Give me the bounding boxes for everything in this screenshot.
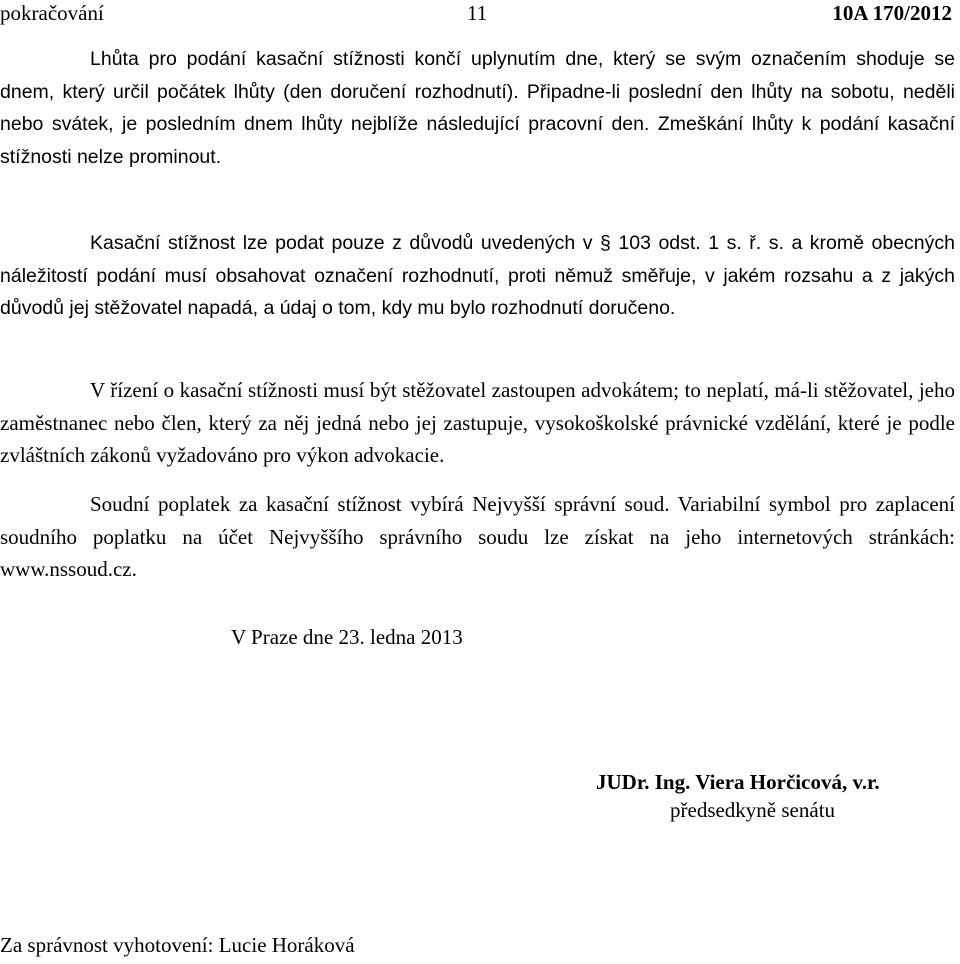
date-line: V Praze dne 23. ledna 2013 (231, 625, 463, 649)
page-number: 11 (467, 1, 488, 25)
paragraph-representation: V řízení o kasační stížnosti musí být stěžovatel zastoupen advokátem; to neplatí, má-li stěžovatel, jeho zaměstnanec nebo člen, který za něj jedná nebo jej zastupuje, vysokoškolské právnické vzdělání, které je podle zvláštních zákonů vyžadováno pro výkon advokacie. (0, 378, 955, 468)
signatory-role: předsedkyně senátu (670, 798, 836, 822)
paragraph-deadline: Lhůta pro podání kasační stížnosti končí uplynutím dne, který se svým označením shoduje se dnem, který určil počátek lhůty (den doručení rozhodnutí). Připadne-li poslední den lhůty na sobotu, neděli nebo svátek, je posledním dnem lhůty nejblíže následující pracovní den. Zmeškání lhůty k podání kasační stížnosti nelze prominout. (0, 48, 955, 168)
header-continuation: pokračování (0, 1, 104, 25)
paragraph-court-fee: Soudní poplatek za kasační stížnost vybírá Nejvyšší správní soud. Variabilní symbol pro zaplacení soudního poplatku na účet Nejvyššího správního soudu lze získat na jeho internetových stránkách: www.nssoud.cz. (0, 492, 955, 582)
signatory-name: JUDr. Ing. Viera Horčicová, v.r. (596, 770, 880, 794)
paragraph-grounds: Kasační stížnost lze podat pouze z důvodů uvedených v § 103 odst. 1 s. ř. s. a kromě obecných náležitostí podání musí obsahovat označení rozhodnutí, proti němuž směřuje, v jakém rozsahu a z jakých důvodů jej stěžovatel napadá, a údaj o tom, kdy mu bylo rozhodnutí doručeno. (0, 232, 955, 320)
copy-certification: Za správnost vyhotovení: Lucie Horáková (0, 933, 355, 957)
case-number: 10A 170/2012 (832, 1, 952, 25)
